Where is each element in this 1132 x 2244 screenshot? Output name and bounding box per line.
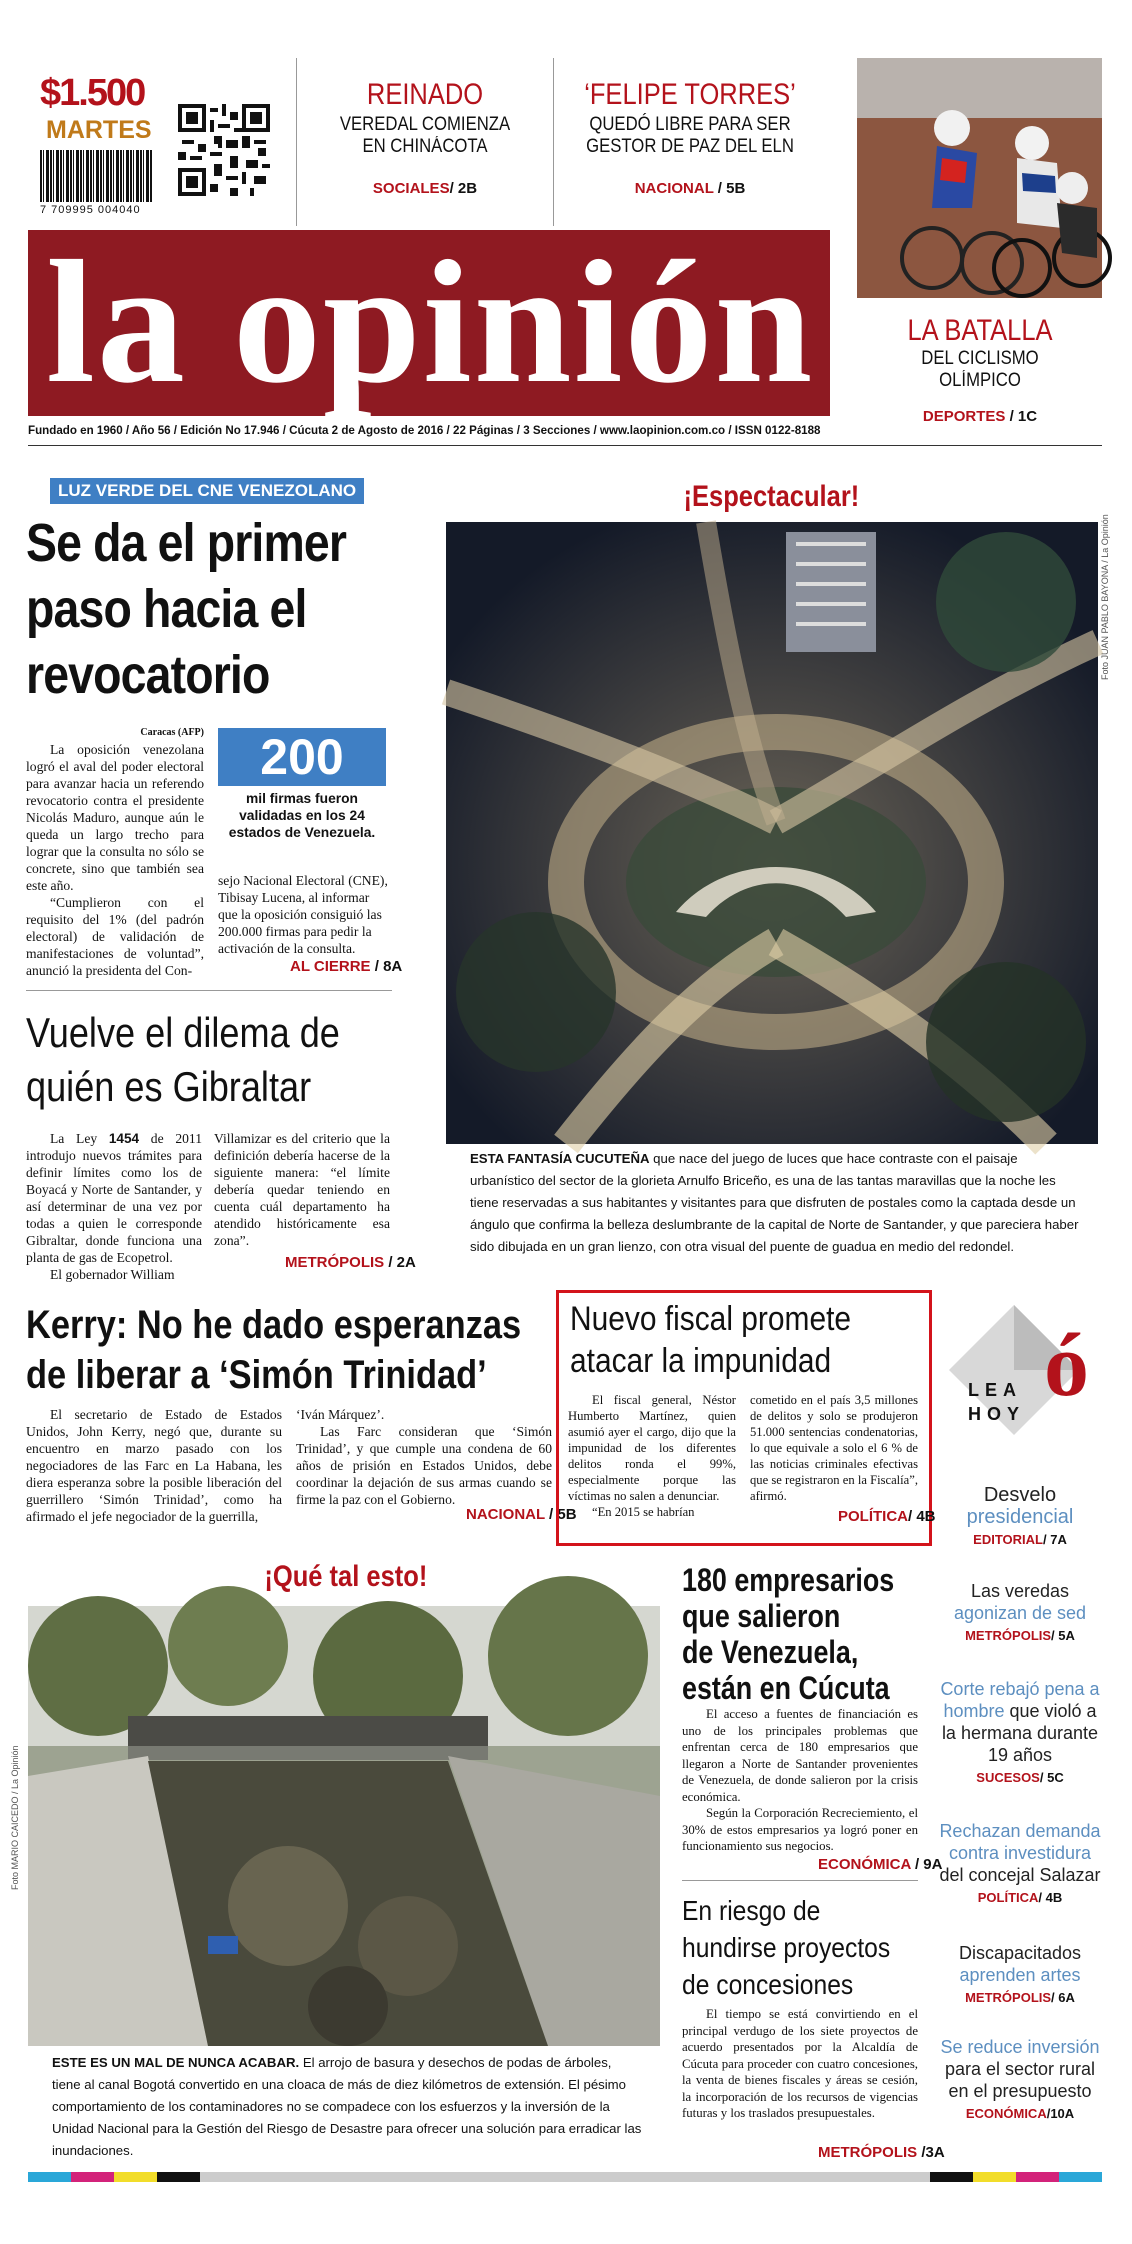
photo1-caption [470,1148,1080,1258]
photo1-label: ¡Espectacular! [683,480,860,513]
page-tag: / 4B [1038,1890,1063,1905]
lea-item-discapacitados[interactable] [935,1942,1105,2005]
photo1-credit: Foto JUAN PABLO BAYONA / La Opinión [1100,514,1110,680]
concesiones-body [682,2006,918,2122]
empresarios-headline-line: que salieron [682,1598,841,1634]
kerry-headline-line: de liberar a ‘Simón Trinidad’ [26,1353,487,1397]
kerry-paragraph: El secretario de Estado de Estados Unidos, John Kerry, negó que, durante su encuentro en marzo pasado con los negociadores de las Farc en La Habana, les diera esperanza sobre la posible liberación del guerrillero ‘Simón Trinidad’, como ha afirmado el jefe negociador de la guerrilla, [26,1407,282,1524]
lea-item-subtitle: aprenden artes [959,1965,1081,1985]
lea-item-corte[interactable] [935,1678,1105,1785]
section-tag: METRÓPOLIS [818,2144,918,2161]
section-tag: METRÓPOLIS [965,1990,1052,2005]
barcode-number: 7 709995 004040 [40,204,141,216]
masthead-logo[interactable] [28,225,830,420]
stat-text: mil firmas fueron validadas en los 24 estados de Venezuela. [228,791,376,840]
lea-item-inversion[interactable] [935,2036,1105,2121]
empresarios-headline-line: están en Cúcuta [682,1670,890,1706]
page-tag: / 2A [384,1254,416,1271]
canal-photo[interactable] [28,1606,660,2046]
lea-item-subtitle: del concejal Salazar [939,1865,1101,1885]
lea-item-title: Corte rebajó pena a [940,1679,1100,1699]
photo2-label: ¡Qué tal esto! [264,1560,428,1593]
lea-item-subtitle: agonizan de sed [953,1603,1087,1623]
teaser-title: ‘FELIPE TORRES’ [584,78,796,111]
section-tag: SOCIALES [372,180,450,197]
teaser-felipe-torres[interactable] [560,78,820,197]
section-tag: ECONÓMICA [965,2106,1047,2121]
dateline: Caracas (AFP) [140,727,204,738]
fiscal-col2 [750,1392,918,1504]
lea-item-title: Las veredas [970,1581,1070,1601]
lead-paragraph: sejo Nacional Electoral (CNE), Tibisay Lucena, al informar que la oposición consiguió las 200.000 firmas para pedir la activación de la consulta. [218,873,388,956]
teaser-sub: EN CHINÁCOTA [362,136,488,157]
price: $1.500 [40,72,145,114]
kerry-paragraph: Las Farc consideran que ‘Simón Trinidad’, y que cumple una condena de 60 años de prisión en Estados Unidos, debe coordinar la dejación de sus armas cuando se firme la paz con el Gobierno. [296,1424,552,1507]
empresarios-section[interactable] [818,1856,942,1873]
gibraltar-headline-line: quién es Gibraltar [26,1063,312,1110]
gibraltar-col2 [214,1130,390,1249]
kerry-headline-line: Kerry: No he dado esperanzas [26,1303,522,1347]
stat-box [218,728,386,786]
lead-kicker: LUZ VERDE DEL CNE VENEZOLANO [50,478,364,504]
teaser-sub: GESTOR DE PAZ DEL ELN [586,136,794,157]
caption-text: El arrojo de basura y desechos de podas de árboles, tiene al canal Bogotá convertido en una cloaca de más de diez kilómetros de extensión. El pésimo comportamiento de los contaminadores no se compadece con los esfuerzos y la inversión de la Unidad Nacional para la Gestión del Riesgo de Desastre para ofrecer una solución para erradicar las inundaciones. [52,2055,642,2158]
lead-body-col1 [26,724,204,979]
lea-item-desvelo[interactable] [935,1484,1105,1547]
gibraltar-section[interactable] [285,1254,416,1271]
gibraltar-paragraph: La Ley 1454 de 2011 introdujo nuevos trámites para definir límites como los de Boyacá y Norte de Santander, y así determinar de una vez por todas a quien le corresponde Gibraltar, donde funciona una planta de gas de Ecopetrol. [26,1131,202,1265]
concesiones-section[interactable] [818,2144,945,2161]
lea-item-veredas[interactable] [935,1580,1105,1643]
qr-code [178,104,270,196]
night-aerial-photo[interactable] [446,522,1098,1144]
page-tag: / 5C [1039,1770,1064,1785]
section-tag: POLÍTICA [838,1508,908,1525]
page-tag: / 5A [1051,1628,1075,1643]
section-tag: DEPORTES [922,408,1006,425]
lead-headline-line: paso hacia el [26,579,307,639]
lead-headline-line: revocatorio [26,645,270,705]
gibraltar-paragraph: Villamizar es del criterio que la definición debería hacerse de la siguiente manera: “el límite debería quedar teniendo en cuenta cuál departamento ha atendido históricamente esa zona”. [214,1131,390,1248]
lea-item-subtitle: para el sector rural en el presupuesto [944,2059,1096,2101]
photo2-credit: Foto MARIO CAICEDO / La Opinión [10,1745,20,1890]
barcode [40,150,152,202]
fiscal-headline-line: Nuevo fiscal promete [570,1300,852,1338]
empresarios-headline-line: 180 empresarios [682,1562,895,1598]
page-tag: / 5B [544,1506,577,1523]
fiscal-col1 [568,1392,736,1520]
day-label: MARTES [46,116,152,144]
page-tag: / 4B [908,1508,936,1525]
teaser-title: REINADO [366,78,484,111]
hoy-label: HOY [968,1404,1026,1424]
empresarios-headline-line: de Venezuela, [682,1634,859,1670]
lea-item-rechazan[interactable] [935,1820,1105,1905]
page-tag: / 5B [713,180,746,197]
info-line: Fundado en 1960 / Año 56 / Edición No 17.946 / Cúcuta 2 de Agosto de 2016 / 22 Páginas / 3 Secciones / www.laopinion.com.co / ISSN 0122-8188 [28,424,821,437]
concesiones-paragraph: El tiempo se está convirtiendo en el principal verdugo de los siete proyectos de acuerdo presentados por la Alcaldía de Cúcuta para proceder con cuatro concesiones, la venta de bienes fiscales y áreas se cesión, la incorporación de los recursos de vigencias futuras y los traslados presupuestales. [682,2007,918,2120]
empresarios-body [682,1706,918,1855]
concesiones-headline-line: de concesiones [682,1969,854,2000]
gibraltar-col1 [26,1130,202,1283]
cycling-photo[interactable] [857,58,1102,298]
teaser-title: LA BATALLA [907,314,1053,347]
empresarios-paragraph: Según la Corporación Recreciemiento, el 30% de estos empresarios ya logró poner en funcionamiento sus negocios. [682,1806,918,1853]
page-tag: / 8A [370,958,403,975]
kerry-paragraph: ‘Iván Márquez’. [296,1407,385,1422]
gibraltar-headline[interactable] [26,1006,340,1114]
page-tag: /3A [917,2144,945,2161]
fiscal-paragraph: cometido en el país 3,5 millones de delitos y solo se produjeron 51.000 sentencias condenatorias, lo que equivale a solo el 6 % de las noticias criminales efectivas que se registraron en la Fiscalía”, afirmó. [750,1393,918,1503]
concesiones-headline[interactable] [682,1892,890,2003]
gibraltar-headline-line: Vuelve el dilema de [26,1009,340,1056]
empresarios-headline[interactable] [682,1562,894,1706]
page-tag: /10A [1046,2106,1075,2121]
teaser-sub: QUEDÓ LIBRE PARA SER [589,114,791,135]
empresarios-paragraph: El acceso a fuentes de financiación es uno de los principales problemas que enfrentan cerca de 180 empresarios que llegaron a Norte de Santander provenientes de Venezuela, de donde salieron por la crisis económica. [682,1707,918,1804]
caption-lead: ESTA FANTASÍA CUCUTEÑA [470,1151,650,1166]
page-tag: / 2B [449,180,478,197]
section-tag: ECONÓMICA [818,1856,911,1873]
section-tag: EDITORIAL [973,1532,1043,1547]
teaser-ciclismo[interactable] [860,314,1100,425]
kerry-col2 [296,1406,552,1508]
kerry-col1 [26,1406,282,1525]
kerry-headline[interactable] [26,1300,521,1400]
fiscal-section[interactable] [838,1508,936,1525]
lead-headline-line: Se da el primer [26,513,347,573]
concesiones-headline-line: En riesgo de [682,1895,821,1926]
lead-body-col2 [218,872,390,957]
lea-item-subtitle: presidencial [966,1506,1074,1528]
teaser-sub: DEL CICLISMO [921,348,1039,369]
section-tag: NACIONAL [466,1506,545,1523]
page-tag: / 7A [1042,1532,1067,1547]
photo2-caption [52,2052,642,2162]
lead-headline[interactable] [26,510,346,708]
section-tag: SUCESOS [976,1770,1040,1785]
lead-paragraph: La oposición venezolana logró el aval del poder electoral para avanzar hacia un referendo revocatorio contra el presidente Nicolás Maduro, aunque aún le queda un largo trecho para lograr que la consulta no sólo se concrete, sino que también sea este año. [26,742,204,893]
lea-item-subtitle: hombre [943,1701,1005,1721]
section-tag: METRÓPOLIS [285,1254,385,1271]
teaser-sub: OLÍMPICO [939,370,1021,391]
lea-item-text: que violó a la hermana durante 19 años [941,1701,1099,1765]
section-tag: AL CIERRE [290,958,371,975]
section-tag: POLÍTICA [977,1890,1039,1905]
caption-text: que nace del juego de luces que hace contraste con el paisaje urbanístico del sector de la glorieta Arnulfo Briceño, es una de las tantas maravillas que la noche les tiene reservadas a sus habitantes y visitantes para que disfruten de postales como la captada desde un ángulo que confirma la belleza deslumbrante de la capital de Norte de Santander, y que pareciera haber sido dibujada en un gran lienzo, con otra visual del puente de guadua en medio del redondel. [470,1151,1079,1254]
lea-item-title: Rechazan demanda contra investidura [939,1821,1101,1863]
gibraltar-paragraph: El gobernador William [50,1267,175,1282]
page-tag: / 9A [910,1856,943,1873]
lea-label: LEA [968,1380,1022,1400]
print-color-bar [28,2172,1102,2182]
fiscal-headline-line: atacar la impunidad [570,1342,832,1380]
fiscal-headline [570,1298,851,1382]
section-tag: NACIONAL [634,180,714,197]
svg-text:ó: ó [1044,1316,1089,1415]
teaser-sub: VEREDAL COMIENZA [339,114,511,135]
lea-item-title: Discapacitados [958,1943,1082,1963]
fiscal-paragraph: El fiscal general, Néstor Humberto Martínez, quien asumió ayer el cargo, dijo que la impunidad de los diferentes delitos ronda el 99%, especialmente porque las víctimas no salen a denunciar. [568,1393,736,1503]
stat-number: 200 [260,729,344,785]
lead-section[interactable] [290,958,402,975]
lead-paragraph: “Cumplieron con el requisito del 1% (del padrón electoral) de validación de manifestaciones de voluntad”, anunció la presidenta del Con- [26,895,204,978]
logo-text: la opinión [46,225,815,420]
lea-item-title: Se reduce inversión [940,2037,1100,2057]
lea-item-title: Desvelo [983,1484,1057,1506]
section-tag: METRÓPOLIS [965,1628,1052,1643]
caption-lead: ESTE ES UN MAL DE NUNCA ACABAR. [52,2055,300,2070]
concesiones-headline-line: hundirse proyectos [682,1932,891,1963]
page-tag: / 1C [1005,408,1038,425]
teaser-reinado[interactable] [300,78,550,197]
fiscal-paragraph: “En 2015 se habrían [592,1505,695,1519]
page-tag: / 6A [1051,1990,1075,2005]
